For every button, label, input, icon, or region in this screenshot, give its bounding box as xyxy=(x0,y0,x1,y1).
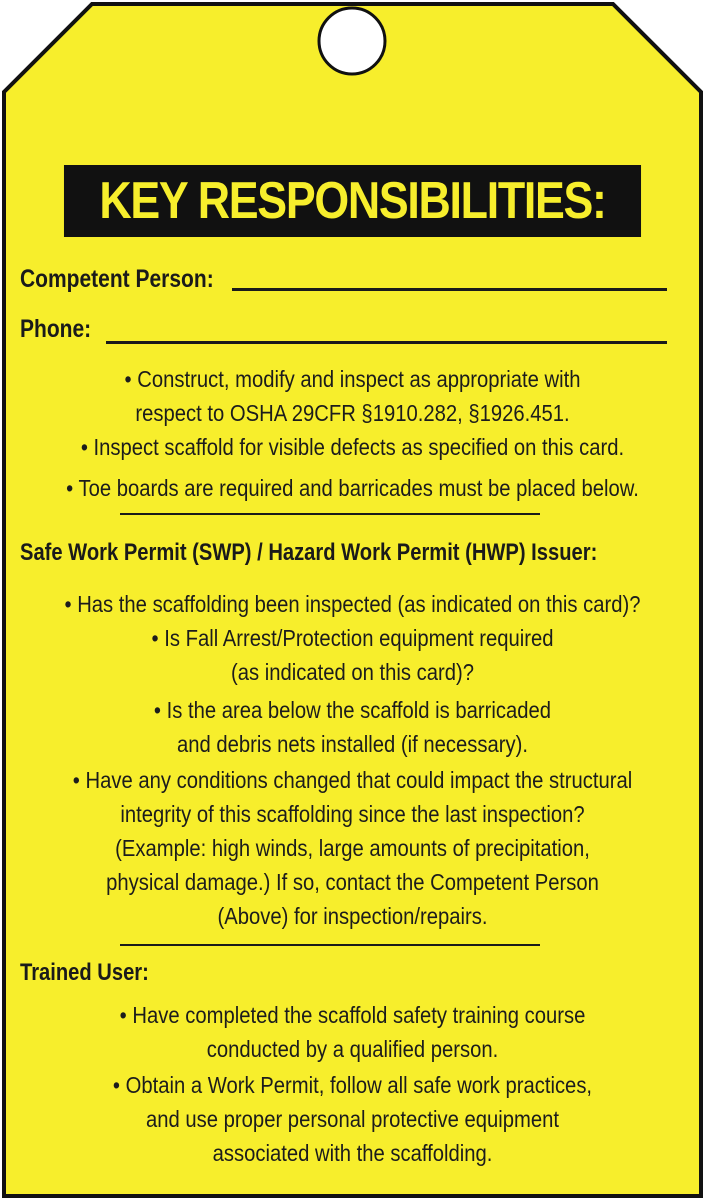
permit-bullet-1-line-1: • Has the scaffolding been inspected (as indicated on this card)? xyxy=(64,591,641,617)
general-bullet-3 xyxy=(10,471,695,505)
trained-user-bullet-1-line-2: conducted by a qualified person. xyxy=(206,1036,499,1062)
trained-user-heading: Trained User: xyxy=(20,959,149,986)
permit-bullet-4-line-3: (Example: high winds, large amounts of precipitation, xyxy=(115,835,590,861)
permit-bullet-4-line-1: • Have any conditions changed that could impact the structural xyxy=(72,767,633,793)
phone-line xyxy=(106,341,667,344)
permit-bullet-2 xyxy=(10,621,695,689)
permit-section-heading: Safe Work Permit (SWP) / Hazard Work Permit (HWP) Issuer: xyxy=(20,539,598,566)
permit-bullet-4-line-4: physical damage.) If so, contact the Competent Person xyxy=(106,869,599,895)
section-divider-2 xyxy=(120,944,540,946)
trained-user-bullet-1-line-1: • Have completed the scaffold safety training course xyxy=(119,1002,586,1028)
competent-person-line xyxy=(232,288,667,291)
permit-bullet-1 xyxy=(10,587,695,621)
competent-person-label: Competent Person: xyxy=(20,265,214,293)
permit-bullet-2-line-1: • Is Fall Arrest/Protection equipment required xyxy=(151,625,554,651)
section-divider-1 xyxy=(120,513,540,515)
general-bullet-1 xyxy=(10,362,695,430)
phone-label: Phone: xyxy=(20,315,92,343)
trained-user-bullet-2-line-2: and use proper personal protective equipment xyxy=(146,1106,559,1132)
permit-bullet-3-line-1: • Is the area below the scaffold is barricaded xyxy=(153,697,552,723)
trained-user-bullet-1 xyxy=(10,998,695,1066)
trained-user-bullet-2-line-1: • Obtain a Work Permit, follow all safe work practices, xyxy=(112,1072,593,1098)
general-bullet-3-line-1: • Toe boards are required and barricades must be placed below. xyxy=(66,475,639,501)
permit-bullet-2-line-2: (as indicated on this card)? xyxy=(230,659,475,685)
general-bullet-2-line-1: • Inspect scaffold for visible defects as specified on this card. xyxy=(80,434,625,460)
permit-bullet-3 xyxy=(10,693,695,761)
banner-title: KEY RESPONSIBILITIES: xyxy=(64,165,641,237)
trained-user-bullet-2-line-3: associated with the scaffolding. xyxy=(212,1140,493,1166)
general-bullet-1-line-1: • Construct, modify and inspect as appropriate with xyxy=(124,366,581,392)
permit-bullet-4 xyxy=(10,763,695,933)
trained-user-bullet-2 xyxy=(10,1068,695,1170)
general-bullet-1-line-2: respect to OSHA 29CFR §1910.282, §1926.451. xyxy=(135,400,570,426)
general-bullet-2 xyxy=(10,430,695,464)
permit-bullet-4-line-2: integrity of this scaffolding since the last inspection? xyxy=(120,801,585,827)
permit-bullet-4-line-5: (Above) for inspection/repairs. xyxy=(217,903,488,929)
permit-bullet-3-line-2: and debris nets installed (if necessary). xyxy=(176,731,529,757)
